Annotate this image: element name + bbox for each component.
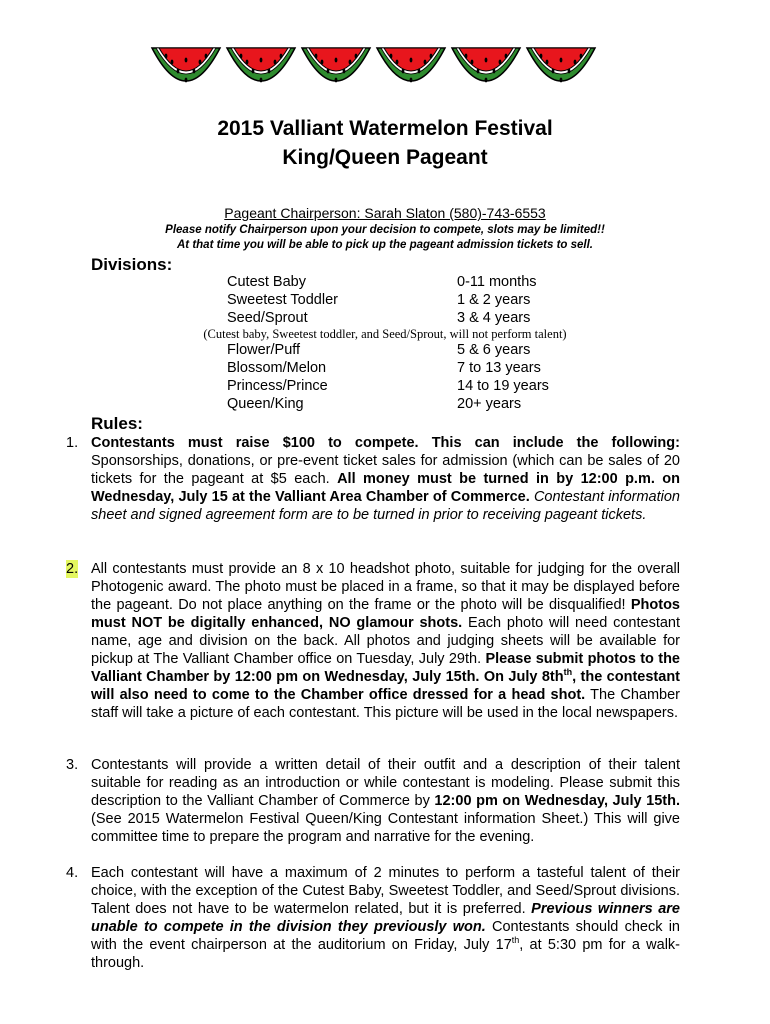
chairperson-contact: Pageant Chairperson: Sarah Slaton (580)-743-6553	[224, 205, 546, 221]
rule-text: All contestants must provide an 8 x 10 headshot photo, suitable for judging for the overall Photogenic award. The photo must be placed in a frame, so that it may be displayed before the pageant. Do not place anything on the frame or the photo will be disqualified!	[91, 561, 680, 613]
rule-text: Contestants will provide a written detail of their outfit and a description of their talent suitable for reading as an introduction or while contestant is modeling. Please submit this description to the Valliant Chamber of Commerce by	[91, 757, 680, 809]
division-name: Queen/King	[227, 396, 304, 412]
rule-text: (See 2015 Watermelon Festival Queen/King Contestant information Sheet.) This will give committee time to prepare the program and narrative for the evening.	[91, 811, 680, 845]
rule-text-bold: Please submit photos to the Valliant Chamber by 12:00 pm on Wednesday, July 15th. On July 8th	[91, 651, 680, 685]
rule-text-bold: , the contestant will also need to come to the Chamber office dressed for a head shot.	[91, 669, 680, 703]
rule-text-bold: All money must be turned in by 12:00 p.m. on Wednesday, July 15 at the Valliant Area Chamber of Commerce.	[91, 471, 680, 505]
rule-4-text	[91, 864, 680, 972]
rule-number: 1.	[66, 435, 79, 451]
division-age: 14 to 19 years	[457, 378, 549, 394]
rule-text: Sponsorships, donations, or pre-event ticket sales for admission (which can be sales of 20 tickets for the pageant at $5 each.	[91, 453, 680, 487]
watermelon-slice-icon	[525, 44, 597, 102]
watermelon-slice-icon	[375, 44, 447, 102]
division-age: 5 & 6 years	[457, 342, 531, 358]
superscript: th	[511, 935, 520, 946]
superscript: th	[563, 667, 573, 678]
division-name: Princess/Prince	[227, 378, 328, 394]
division-age: 1 & 2 years	[457, 292, 531, 308]
division-name: Cutest Baby	[227, 274, 306, 290]
rule-number: 2.	[66, 561, 79, 577]
rule-text-bold-italic: Previous winners are unable to compete in the division they previously won.	[91, 901, 680, 935]
watermelon-banner	[150, 44, 600, 104]
rule-text: Each contestant will have a maximum of 2 minutes to perform a tasteful talent of their choice, with the exception of the Cutest Baby, Sweetest Toddler, and Seed/Sprout divisions. Talent does not have to be watermelon related, but it is preferred.	[91, 865, 680, 917]
division-age: 20+ years	[457, 396, 522, 412]
rule-text: Contestants should check in with the event chairperson at the auditorium on Friday, July 17	[91, 919, 680, 953]
watermelon-slice-icon	[150, 44, 222, 102]
division-name: Blossom/Melon	[227, 360, 327, 376]
division-age: 0-11 months	[457, 274, 537, 290]
rule-text: The Chamber staff will take a picture of each contestant. This picture will be used in the local newspapers.	[91, 687, 680, 721]
divisions-note: (Cutest baby, Sweetest toddler, and Seed/Sprout, will not perform talent)	[203, 327, 567, 341]
division-name: Sweetest Toddler	[227, 292, 338, 308]
rule-text-italic: Contestant information sheet and signed agreement form are to be turned in prior to receiving pageant tickets.	[91, 489, 680, 523]
watermelon-slice-icon	[450, 44, 522, 102]
rule-2-text	[91, 560, 680, 722]
division-name: Flower/Puff	[227, 342, 301, 358]
watermelon-slice-icon	[300, 44, 372, 102]
page-subtitle: King/Queen Pageant	[282, 146, 488, 169]
rule-number: 4.	[66, 865, 79, 881]
divisions-heading: Divisions:	[91, 255, 173, 274]
rule-text: Each photo will need contestant name, age and division on the back. All photos and judging sheets will be available for pickup at The Valliant Chamber office on Tuesday, July 29th.	[91, 615, 681, 667]
notice-line-1: Please notify Chairperson upon your decision to compete, slots may be limited!!	[165, 224, 605, 236]
rule-text-bold: 12:00 pm on Wednesday, July 15th.	[434, 793, 680, 809]
page-title: 2015 Valliant Watermelon Festival	[217, 117, 553, 140]
rule-text-bold: This can include the following:	[418, 435, 680, 451]
rule-number: 3.	[66, 757, 79, 773]
rule-1-text	[91, 434, 680, 524]
rules-heading: Rules:	[91, 414, 143, 433]
division-name: Seed/Sprout	[227, 310, 308, 326]
notice-line-2: At that time you will be able to pick up the pageant admission tickets to sell.	[177, 239, 593, 251]
rule-text: , at 5:30 pm for a walk-through.	[91, 937, 680, 971]
division-age: 3 & 4 years	[457, 310, 531, 326]
division-age: 7 to 13 years	[457, 360, 541, 376]
rule-text-bold: Photos must NOT be digitally enhanced, NO glamour shots.	[91, 597, 680, 631]
rule-text-bold: Contestants must raise $100 to compete.	[91, 435, 419, 451]
watermelon-slice-icon	[225, 44, 297, 102]
rule-3-text	[91, 756, 680, 846]
